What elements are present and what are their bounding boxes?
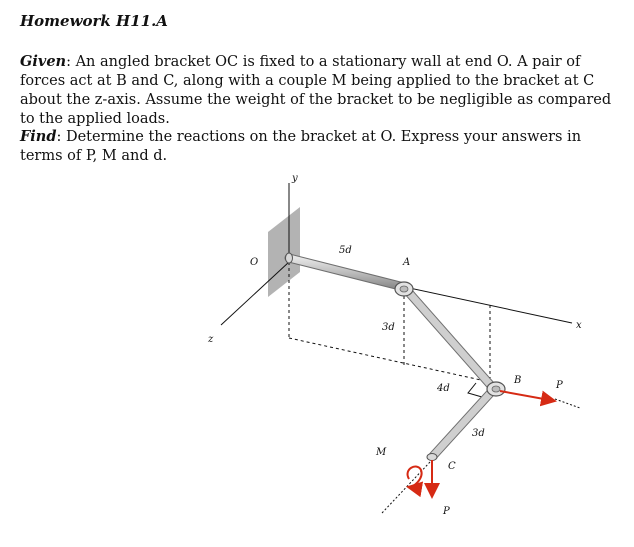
- label-point-c: C: [448, 461, 456, 472]
- homework-title: Homework H11.A: [20, 12, 168, 30]
- given-label: Given: [20, 53, 67, 70]
- label-dim-3d-vertical: 3d: [382, 322, 395, 333]
- label-dim-3d-bc: 3d: [472, 428, 485, 439]
- label-force-b: P: [556, 380, 563, 391]
- end-o-cap: [286, 253, 293, 263]
- find-text: : Determine the reactions on the bracket at O. Express your answers in terms of P, M and d.: [20, 129, 582, 164]
- z-axis-line: [221, 262, 289, 325]
- right-angle-marker: [468, 383, 482, 397]
- b-dotted-extension: [555, 399, 580, 408]
- member-oa-fill: [289, 258, 404, 287]
- joint-a-inner: [400, 286, 408, 292]
- label-axis-x: x: [576, 320, 582, 331]
- given-text: : An angled bracket OC is fixed to a stationary wall at end O. A pair of forces act at B and C, along with a couple M being applied to the bracket at C about the z-axis. Assume the weight of the bracket to be negligible as compared to the applied loads.: [20, 54, 612, 127]
- label-point-o: O: [250, 257, 259, 268]
- label-point-a: A: [403, 257, 411, 268]
- end-c-cap: [427, 454, 437, 461]
- label-dim-5d: 5d: [339, 245, 352, 256]
- label-axis-y: y: [292, 173, 298, 184]
- joint-b-inner: [492, 386, 500, 392]
- label-couple-m: M: [376, 447, 387, 458]
- find-label: Find: [20, 128, 57, 145]
- c-dotted-extension: [382, 462, 430, 513]
- member-ab-fill: [404, 287, 494, 389]
- label-point-b: B: [514, 375, 522, 386]
- label-force-c: P: [443, 506, 450, 517]
- member-bc-fill: [433, 389, 494, 456]
- label-axis-z: z: [208, 334, 214, 345]
- label-dim-4d: 4d: [437, 383, 450, 394]
- force-b-arrow: [500, 391, 555, 401]
- wall-plate: [268, 207, 300, 297]
